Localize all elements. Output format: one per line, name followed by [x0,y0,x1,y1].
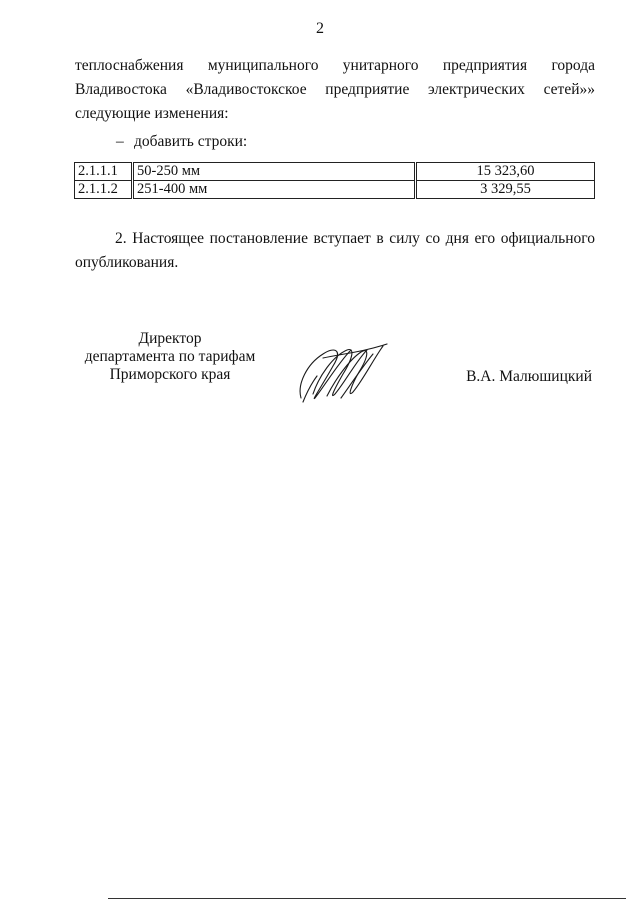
row-range-cell: 251-400 мм [133,181,416,199]
added-rows-table [74,162,595,199]
effective-date-paragraph [75,227,595,275]
page-bottom-rule [108,898,626,899]
intro-line-2: Владивостока «Владивостокское предприятие электрических сетей»» [75,81,595,98]
row-value-cell: 15 323,60 [416,163,595,181]
handwritten-signature [293,336,393,408]
intro-line-3: следующие изменения: [75,105,229,122]
table-row [75,181,595,199]
signer-title-line-1: Директор [138,330,202,347]
bullet-dash: – [116,133,124,150]
row-value-cell: 3 329,55 [416,181,595,199]
intro-paragraph [75,54,595,126]
effective-line-1: 2. Настоящее постановление вступает в силу со дня его официального [115,230,595,247]
row-code-cell: 2.1.1.1 [75,163,133,181]
bullet-item [116,132,247,152]
bullet-text: добавить строки: [134,133,248,150]
page-number: 2 [316,20,324,37]
effective-line-2: опубликования. [75,254,179,271]
table-row [75,163,595,181]
signer-name: В.А. Малюшицкий [466,368,592,385]
signer-title [70,330,270,384]
intro-line-1: теплоснабжения муниципального унитарного предприятия города [75,57,595,74]
signer-title-line-3: Приморского края [109,366,231,383]
row-code-cell: 2.1.1.2 [75,181,133,199]
signer-title-line-2: департамента по тарифам [84,348,256,365]
row-range-cell: 50-250 мм [133,163,416,181]
